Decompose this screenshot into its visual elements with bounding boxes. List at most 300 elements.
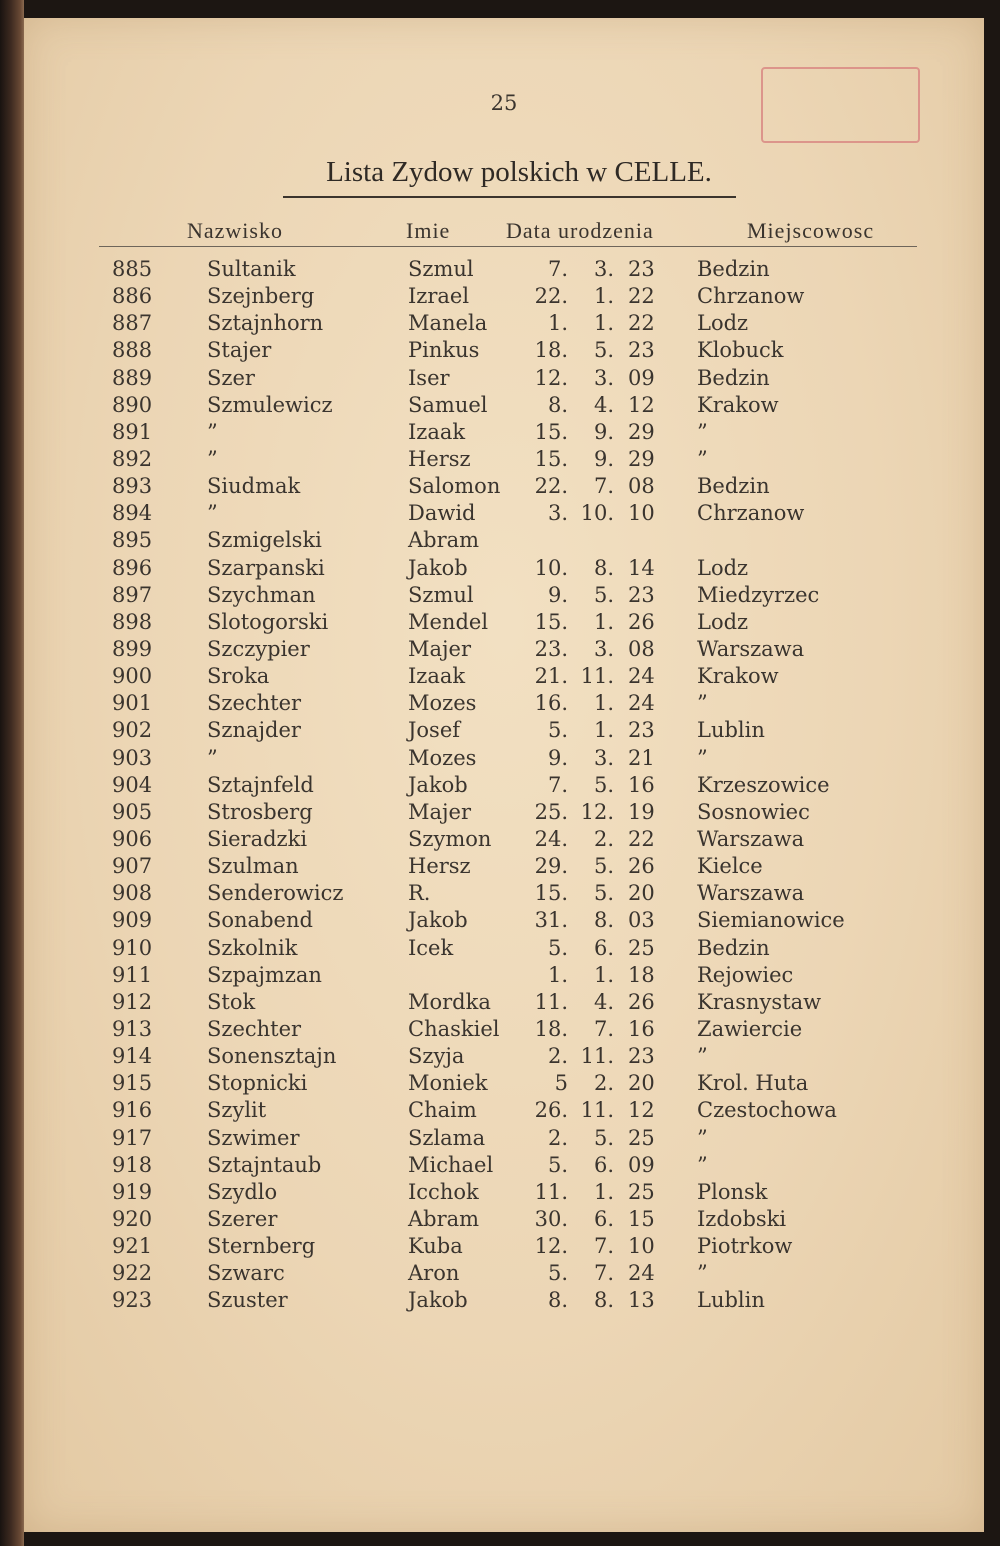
list-item	[24, 636, 984, 663]
record-first-name: Josef	[408, 718, 461, 743]
list-item	[24, 1125, 984, 1152]
record-number: 908	[112, 881, 153, 906]
record-birth-month: 1.	[593, 311, 614, 336]
record-birth-year: 08	[628, 636, 655, 661]
list-item	[24, 1233, 984, 1260]
record-birth-month: 1.	[593, 1179, 614, 1204]
header-first-name: Imie	[406, 218, 451, 243]
record-place: Zawiercie	[697, 1016, 803, 1041]
record-first-name: Abram	[408, 528, 480, 553]
record-surname: Szwimer	[207, 1125, 300, 1150]
record-number: 887	[112, 311, 153, 336]
record-place: Sosnowiec	[697, 799, 810, 824]
record-place: Krakow	[697, 664, 779, 689]
record-surname: Szpajmzan	[207, 962, 322, 987]
record-first-name: Hersz	[408, 854, 471, 879]
archive-stamp	[761, 67, 920, 143]
record-surname: Szechter	[207, 691, 302, 716]
record-birth-year: 13	[628, 1288, 655, 1313]
record-surname: Sonabend	[207, 908, 313, 933]
record-birth-day: 12.	[534, 1234, 568, 1259]
record-number: 913	[112, 1016, 153, 1041]
record-first-name: Majer	[408, 799, 471, 824]
record-birth-year: 23	[628, 1044, 655, 1069]
record-place: Krasnystaw	[697, 989, 822, 1014]
record-place: ”	[697, 745, 708, 770]
list-item	[24, 717, 984, 744]
record-birth-day: 5	[554, 1071, 568, 1096]
record-surname: ”	[207, 501, 218, 526]
record-number: 892	[112, 446, 153, 471]
record-birth-day: 30.	[534, 1206, 568, 1231]
record-birth-year: 22	[628, 826, 655, 851]
record-first-name: Majer	[408, 636, 471, 661]
record-first-name: Moniek	[408, 1071, 488, 1096]
record-birth-day: 23.	[534, 636, 568, 661]
record-first-name: Jakob	[408, 1288, 468, 1313]
list-item	[24, 663, 984, 690]
record-first-name: Abram	[408, 1206, 480, 1231]
list-item	[24, 1070, 984, 1097]
record-place: Krol. Huta	[697, 1071, 809, 1096]
record-birth-year: 26	[628, 989, 655, 1014]
page-number: 25	[490, 91, 518, 115]
record-first-name: Aron	[408, 1261, 460, 1286]
record-birth-month: 4.	[593, 392, 614, 417]
record-birth-month: 1.	[593, 284, 614, 309]
record-surname: Sonensztajn	[207, 1044, 337, 1069]
record-surname: Sztajnfeld	[207, 772, 314, 797]
list-item	[24, 1287, 984, 1314]
record-surname: Szejnberg	[207, 284, 315, 309]
record-surname: Slotogorski	[207, 609, 329, 634]
record-birth-month: 1.	[593, 962, 614, 987]
record-number: 895	[112, 528, 153, 553]
record-birth-year: 25	[628, 1125, 655, 1150]
document-page	[24, 18, 984, 1532]
record-place: Chrzanow	[697, 501, 805, 526]
list-item	[24, 1206, 984, 1233]
record-surname: Sieradzki	[207, 826, 308, 851]
record-birth-day: 9.	[547, 745, 568, 770]
list-item	[24, 935, 984, 962]
record-surname: Sztajntaub	[207, 1152, 322, 1177]
record-birth-day: 5.	[547, 1152, 568, 1177]
record-birth-day: 2.	[547, 1125, 568, 1150]
record-birth-year: 22	[628, 284, 655, 309]
record-number: 918	[112, 1152, 153, 1177]
record-birth-month: 11.	[580, 1098, 614, 1123]
record-first-name: Michael	[408, 1152, 494, 1177]
record-place: Bedzin	[697, 935, 770, 960]
record-number: 889	[112, 365, 153, 390]
record-first-name: Iser	[408, 365, 450, 390]
record-number: 890	[112, 392, 153, 417]
record-number: 915	[112, 1071, 153, 1096]
record-birth-month: 4.	[593, 989, 614, 1014]
record-birth-year: 24	[628, 1261, 655, 1286]
record-birth-year: 15	[628, 1206, 655, 1231]
list-item	[24, 853, 984, 880]
record-birth-day: 3.	[547, 501, 568, 526]
record-birth-month: 11.	[580, 1044, 614, 1069]
record-first-name: Hersz	[408, 446, 471, 471]
record-birth-day: 12.	[534, 365, 568, 390]
record-surname: Szulman	[207, 854, 299, 879]
record-birth-month: 5.	[593, 338, 614, 363]
record-birth-month: 5.	[593, 582, 614, 607]
list-item	[24, 527, 984, 554]
record-birth-day: 16.	[534, 691, 568, 716]
record-place: Rejowiec	[697, 962, 794, 987]
record-surname: Szczypier	[207, 636, 310, 661]
list-item	[24, 1016, 984, 1043]
record-first-name: Mordka	[408, 989, 491, 1014]
list-item	[24, 446, 984, 473]
record-birth-year: 10	[628, 501, 655, 526]
record-birth-day: 25.	[534, 799, 568, 824]
record-birth-day: 21.	[534, 664, 568, 689]
record-birth-month: 1.	[593, 718, 614, 743]
list-item	[24, 392, 984, 419]
record-surname: Sultanik	[207, 257, 296, 281]
record-birth-day: 2.	[547, 1044, 568, 1069]
record-place: Krzeszowice	[697, 772, 830, 797]
record-number: 914	[112, 1044, 153, 1069]
record-surname: ”	[207, 446, 218, 471]
page-title: Lista Zydow polskich w CELLE.	[326, 156, 712, 188]
record-first-name: Jakob	[408, 772, 468, 797]
record-birth-month: 8.	[593, 908, 614, 933]
list-item	[24, 473, 984, 500]
record-birth-year: 16	[628, 772, 655, 797]
list-item	[24, 500, 984, 527]
record-birth-year: 08	[628, 474, 655, 499]
record-birth-day: 15.	[534, 609, 568, 634]
record-place: Lodz	[697, 609, 749, 634]
record-surname: Szechter	[207, 1016, 302, 1041]
record-number: 903	[112, 745, 153, 770]
record-number: 893	[112, 474, 153, 499]
record-number: 905	[112, 799, 153, 824]
record-place: Chrzanow	[697, 284, 805, 309]
record-number: 906	[112, 826, 153, 851]
record-first-name: Samuel	[408, 392, 488, 417]
record-birth-year: 22	[628, 311, 655, 336]
record-number: 917	[112, 1125, 153, 1150]
record-birth-month: 7.	[593, 474, 614, 499]
record-place: ”	[697, 1152, 708, 1177]
record-number: 923	[112, 1288, 153, 1313]
record-birth-year: 10	[628, 1234, 655, 1259]
list-item	[24, 1152, 984, 1179]
record-surname: Szwarc	[207, 1261, 285, 1286]
record-birth-year: 09	[628, 365, 655, 390]
list-item	[24, 1097, 984, 1124]
record-first-name: Szmul	[408, 257, 474, 281]
record-place: ”	[697, 1044, 708, 1069]
record-birth-month: 9.	[593, 419, 614, 444]
record-place: Lublin	[697, 718, 765, 743]
record-birth-month: 7.	[593, 1016, 614, 1041]
record-number: 921	[112, 1234, 153, 1259]
record-first-name: Salomon	[408, 474, 501, 499]
record-first-name: Jakob	[408, 555, 468, 580]
record-surname: Sznajder	[207, 718, 301, 743]
records-list	[24, 256, 984, 1314]
record-birth-day: 15.	[534, 419, 568, 444]
record-place: Klobuck	[697, 338, 784, 363]
record-birth-year: 12	[628, 1098, 655, 1123]
header-surname: Nazwisko	[187, 218, 283, 243]
list-item	[24, 310, 984, 337]
record-birth-month: 7.	[593, 1234, 614, 1259]
record-number: 885	[112, 257, 153, 281]
record-first-name: Izrael	[408, 284, 470, 309]
record-first-name: Jakob	[408, 908, 468, 933]
record-birth-year: 26	[628, 609, 655, 634]
record-number: 886	[112, 284, 153, 309]
record-birth-day: 29.	[534, 854, 568, 879]
record-birth-year: 29	[628, 446, 655, 471]
record-place: Lodz	[697, 555, 749, 580]
record-first-name: Pinkus	[408, 338, 480, 363]
record-birth-day: 15.	[534, 446, 568, 471]
record-birth-month: 1.	[593, 691, 614, 716]
record-birth-month: 6.	[593, 935, 614, 960]
record-number: 910	[112, 935, 153, 960]
record-number: 898	[112, 609, 153, 634]
record-birth-day: 7.	[547, 257, 568, 281]
record-place: Lodz	[697, 311, 749, 336]
list-item	[24, 337, 984, 364]
record-birth-year: 19	[628, 799, 655, 824]
header-divider	[99, 246, 917, 247]
record-number: 912	[112, 989, 153, 1014]
record-place: Siemianowice	[697, 908, 845, 933]
record-birth-year: 20	[628, 1071, 655, 1096]
record-birth-day: 5.	[547, 1261, 568, 1286]
record-birth-day: 7.	[547, 772, 568, 797]
record-first-name: Mendel	[408, 609, 489, 634]
record-first-name: Manela	[408, 311, 488, 336]
record-first-name: Kuba	[408, 1234, 463, 1259]
record-place: Krakow	[697, 392, 779, 417]
record-number: 891	[112, 419, 153, 444]
record-first-name: Izaak	[408, 419, 466, 444]
record-birth-year: 23	[628, 338, 655, 363]
record-place: ”	[697, 446, 708, 471]
record-surname: Stok	[207, 989, 256, 1014]
record-surname: Strosberg	[207, 799, 313, 824]
record-number: 916	[112, 1098, 153, 1123]
record-surname: ”	[207, 419, 218, 444]
header-place: Miejscowosc	[747, 218, 875, 243]
record-birth-day: 9.	[547, 582, 568, 607]
record-first-name: Mozes	[408, 691, 477, 716]
record-birth-year: 25	[628, 1179, 655, 1204]
list-item	[24, 582, 984, 609]
record-number: 900	[112, 664, 153, 689]
header-birth-date: Data urodzenia	[506, 218, 654, 243]
record-birth-month: 9.	[593, 446, 614, 471]
record-birth-day: 31.	[534, 908, 568, 933]
record-birth-day: 18.	[534, 1016, 568, 1041]
record-surname: Szydlo	[207, 1179, 278, 1204]
record-surname: Siudmak	[207, 474, 301, 499]
record-birth-year: 20	[628, 881, 655, 906]
list-item	[24, 880, 984, 907]
record-number: 909	[112, 908, 153, 933]
record-birth-day: 22.	[534, 284, 568, 309]
record-surname: Senderowicz	[207, 881, 344, 906]
record-surname: Sroka	[207, 664, 270, 689]
record-surname: Szychman	[207, 582, 316, 607]
record-first-name: Szyja	[408, 1044, 465, 1069]
record-birth-day: 1.	[547, 962, 568, 987]
record-first-name: Izaak	[408, 664, 466, 689]
record-first-name: Dawid	[408, 501, 476, 526]
list-item	[24, 772, 984, 799]
record-number: 911	[112, 962, 153, 987]
record-birth-day: 8.	[547, 1288, 568, 1313]
list-item	[24, 989, 984, 1016]
list-item	[24, 1260, 984, 1287]
record-number: 888	[112, 338, 153, 363]
record-birth-year: 21	[628, 745, 655, 770]
record-first-name: Mozes	[408, 745, 477, 770]
record-birth-day: 26.	[534, 1098, 568, 1123]
record-place: Plonsk	[697, 1179, 768, 1204]
record-birth-month: 2.	[593, 1071, 614, 1096]
record-birth-year: 14	[628, 555, 655, 580]
record-birth-year: 23	[628, 718, 655, 743]
record-birth-year: 24	[628, 691, 655, 716]
record-number: 922	[112, 1261, 153, 1286]
record-birth-month: 7.	[593, 1261, 614, 1286]
list-item	[24, 962, 984, 989]
record-surname: ”	[207, 745, 218, 770]
record-birth-day: 1.	[547, 311, 568, 336]
record-birth-day: 24.	[534, 826, 568, 851]
record-birth-year: 12	[628, 392, 655, 417]
record-place: Bedzin	[697, 365, 770, 390]
record-place: Czestochowa	[697, 1098, 837, 1123]
list-item	[24, 1043, 984, 1070]
list-item	[24, 555, 984, 582]
record-surname: Szarpanski	[207, 555, 325, 580]
record-birth-day: 18.	[534, 338, 568, 363]
list-item	[24, 419, 984, 446]
record-surname: Szmulewicz	[207, 392, 333, 417]
record-place: Warszawa	[697, 826, 805, 851]
record-number: 896	[112, 555, 153, 580]
list-item	[24, 365, 984, 392]
record-surname: Szkolnik	[207, 935, 298, 960]
record-birth-month: 5.	[593, 772, 614, 797]
list-item	[24, 256, 984, 283]
record-number: 920	[112, 1206, 153, 1231]
record-surname: Szuster	[207, 1288, 288, 1313]
record-birth-year: 23	[628, 257, 655, 281]
record-birth-year: 24	[628, 664, 655, 689]
record-birth-month: 3.	[593, 745, 614, 770]
record-first-name: Szymon	[408, 826, 492, 851]
record-birth-month: 2.	[593, 826, 614, 851]
record-birth-year: 18	[628, 962, 655, 987]
record-birth-day: 5.	[547, 935, 568, 960]
record-place: ”	[697, 419, 708, 444]
list-item	[24, 745, 984, 772]
record-place: ”	[697, 1261, 708, 1286]
record-place: Lublin	[697, 1288, 765, 1313]
record-place: ”	[697, 691, 708, 716]
record-birth-month: 8.	[593, 1288, 614, 1313]
record-birth-month: 12.	[580, 799, 614, 824]
record-first-name: R.	[408, 881, 431, 906]
record-number: 904	[112, 772, 153, 797]
record-birth-month: 3.	[593, 636, 614, 661]
record-first-name: Szmul	[408, 582, 474, 607]
list-item	[24, 609, 984, 636]
record-place: Miedzyrzec	[697, 582, 820, 607]
record-place: Bedzin	[697, 474, 770, 499]
record-place: Warszawa	[697, 881, 805, 906]
record-birth-month: 11.	[580, 664, 614, 689]
record-birth-month: 8.	[593, 555, 614, 580]
list-item	[24, 1179, 984, 1206]
record-number: 907	[112, 854, 153, 879]
list-item	[24, 283, 984, 310]
record-surname: Sztajnhorn	[207, 311, 324, 336]
record-birth-month: 5.	[593, 854, 614, 879]
record-number: 901	[112, 691, 153, 716]
record-surname: Szmigelski	[207, 528, 322, 553]
record-surname: Szer	[207, 365, 255, 390]
record-place: Piotrkow	[697, 1234, 793, 1259]
record-birth-month: 10.	[580, 501, 614, 526]
record-birth-year: 25	[628, 935, 655, 960]
list-item	[24, 907, 984, 934]
record-number: 897	[112, 582, 153, 607]
record-place: Kielce	[697, 854, 763, 879]
record-birth-day: 11.	[534, 989, 568, 1014]
record-place: Izdobski	[697, 1206, 787, 1231]
record-birth-year: 03	[628, 908, 655, 933]
record-birth-month: 5.	[593, 1125, 614, 1150]
record-birth-month: 5.	[593, 881, 614, 906]
record-place: Bedzin	[697, 257, 770, 281]
record-number: 899	[112, 636, 153, 661]
record-birth-month: 6.	[593, 1152, 614, 1177]
record-birth-year: 16	[628, 1016, 655, 1041]
record-birth-day: 8.	[547, 392, 568, 417]
record-birth-month: 1.	[593, 609, 614, 634]
record-birth-year: 26	[628, 854, 655, 879]
record-place: Warszawa	[697, 636, 805, 661]
list-item	[24, 826, 984, 853]
record-first-name: Icek	[408, 935, 454, 960]
record-place: ”	[697, 1125, 708, 1150]
record-birth-year: 29	[628, 419, 655, 444]
record-number: 902	[112, 718, 153, 743]
record-surname: Szerer	[207, 1206, 278, 1231]
record-birth-month: 3.	[593, 365, 614, 390]
record-birth-day: 10.	[534, 555, 568, 580]
book-binding	[0, 0, 24, 1546]
title-underline	[283, 196, 736, 198]
record-first-name: Chaim	[408, 1098, 477, 1123]
